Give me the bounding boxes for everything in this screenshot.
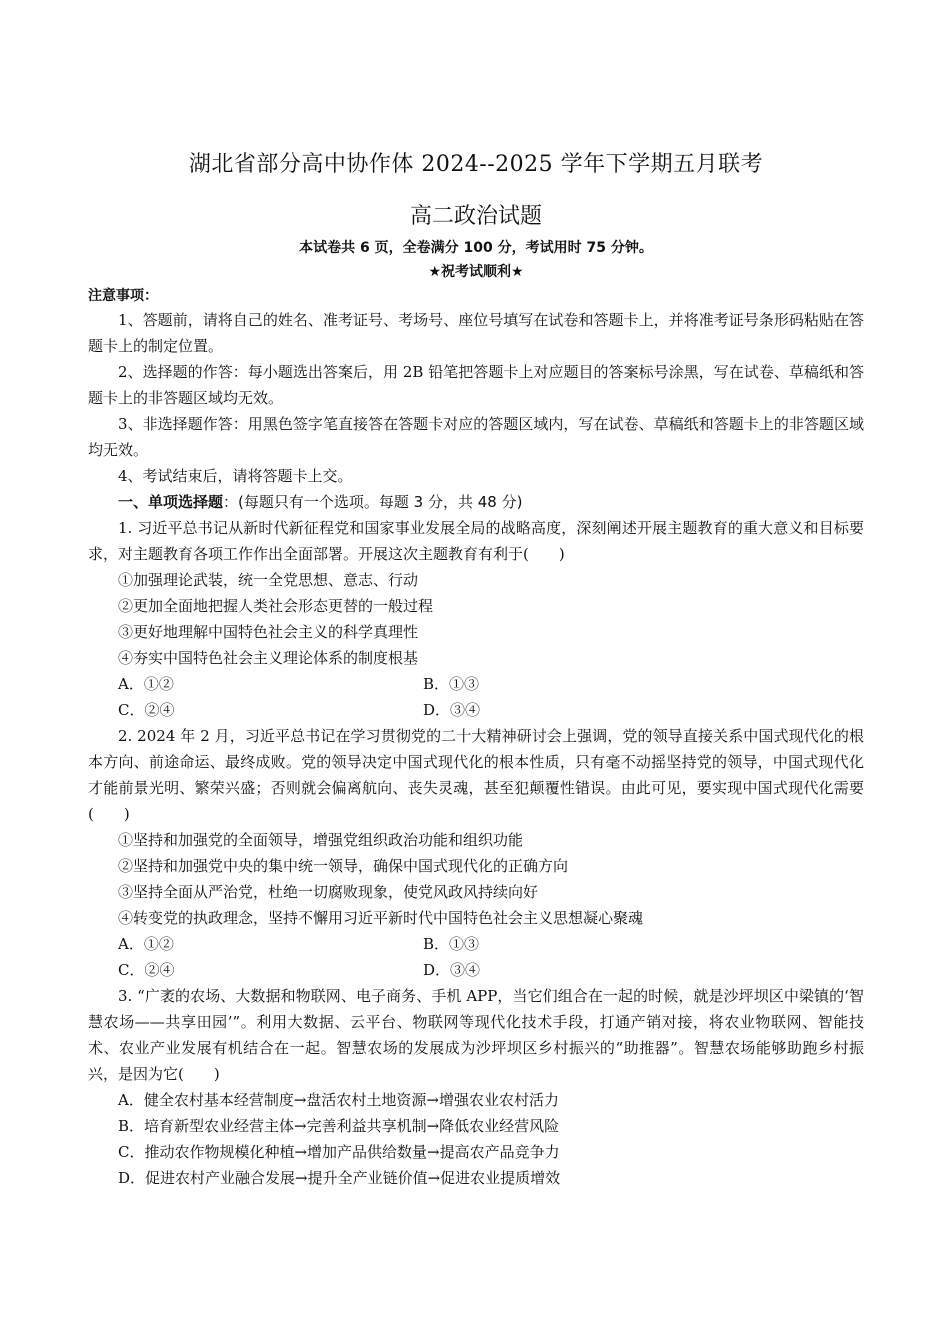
question-1-choices-row (88, 671, 864, 697)
section-heading-note: ：(每题只有一个选项。每题 3 分，共 48 分) (223, 493, 523, 511)
good-luck-line: ★祝考试顺利★ (428, 264, 524, 280)
question-1-statement: ③更好地理解中国特色社会主义的科学真理性 (118, 623, 419, 641)
question-2-statement: ②坚持和加强党中央的集中统一领导，确保中国式现代化的正确方向 (118, 857, 569, 875)
section-heading-main: 一、单项选择题 (118, 493, 224, 511)
section-heading (88, 489, 864, 515)
notice-item: 2、选择题的作答：每小题选出答案后，用 2B 铅笔把答题卡上对应题目的答案标号涂黑，写在试卷、草稿纸和答题卡上的非答题区域均无效。 (88, 363, 864, 407)
question-1-choice-a: A．①② (118, 675, 174, 693)
question-3-option-a: A．健全农村基本经营制度→盘活农村土地资源→增强农业农村活力 (118, 1091, 559, 1109)
exam-subtitle: 高二政治试题 (409, 204, 542, 229)
question-1-statement: ④夯实中国特色社会主义理论体系的制度根基 (118, 649, 419, 667)
question-2-statement: ①坚持和加强党的全面领导，增强党组织政治功能和组织功能 (118, 831, 524, 849)
notice-item: 4、考试结束后，请将答题卡上交。 (118, 467, 353, 485)
question-1-choices-row (88, 697, 864, 723)
notice-item: 3、非选择题作答：用黑色签字笔直接答在答题卡对应的答题区域内，写在试卷、草稿纸和答题卡上的非答题区域均无效。 (88, 415, 864, 459)
question-2-statement: ④转变党的执政理念，坚持不懈用习近平新时代中国特色社会主义思想凝心聚魂 (118, 909, 644, 927)
question-1-choice-c: C．②④ (118, 701, 175, 719)
question-2-choice-a: A．①② (118, 935, 174, 953)
question-3-stem: 3. “广袤的农场、大数据和物联网、电子商务、手机 APP，当它们组合在一起的时候，就是沙坪坝区中梁镇的‘智慧农场——共享田园’”。利用大数据、云平台、物联网等现代化技术手段，打通产销对接，将农业物联网、智能技术、农业产业发展有机结合在一起。智慧农场的发展成为沙坪坝区乡村振兴的“助推器”。智慧农场能够助跑乡村振兴，是因为它( ) (88, 987, 864, 1083)
question-1-stem: 1. 习近平总书记从新时代新征程党和国家事业发展全局的战略高度，深刻阐述开展主题教育的重大意义和目标要求，对主题教育各项工作作出全面部署。开展这次主题教育有利于( ) (88, 519, 864, 563)
question-3-option-b: B．培育新型农业经营主体→完善利益共享机制→降低农业经营风险 (118, 1117, 560, 1135)
question-3-option-c: C．推动农作物规模化种植→增加产品供给数量→提高农产品竞争力 (118, 1143, 560, 1161)
question-3-option-d: D．促进农村产业融合发展→提升全产业链价值→促进农业提质增效 (118, 1169, 561, 1187)
exam-info: 本试卷共 6 页，全卷满分 100 分，考试用时 75 分钟。 (299, 240, 653, 256)
question-2-choices-row (88, 931, 864, 957)
question-2-stem: 2. 2024 年 2 月，习近平总书记在学习贯彻党的二十大精神研讨会上强调，党的领导直接关系中国式现代化的根本方向、前途命运、最终成败。党的领导决定中国式现代化的根本性质，只有毫不动摇坚持党的领导，中国式现代化才能前景光明、繁荣兴盛；否则就会偏离航向、丧失灵魂，甚至犯颠覆性错误。由此可见，要实现中国式现代化需要( ) (88, 727, 864, 823)
exam-title: 湖北省部分高中协作体 2024--2025 学年下学期五月联考 (188, 152, 764, 177)
question-1-statement: ②更加全面地把握人类社会形态更替的一般过程 (118, 597, 434, 615)
notice-item: 1、答题前，请将自己的姓名、准考证号、考场号、座位号填写在试卷和答题卡上，并将准考证号条形码粘贴在答题卡上的制定位置。 (88, 311, 864, 355)
question-1-choice-b: B．①③ (423, 675, 480, 693)
question-2-choice-b: B．①③ (423, 935, 480, 953)
question-2-choice-d: D．③④ (423, 961, 481, 979)
question-1-statement: ①加强理论武装，统一全党思想、意志、行动 (118, 571, 419, 589)
question-1-choice-d: D．③④ (423, 701, 481, 719)
notice-heading: 注意事项： (88, 288, 158, 304)
question-2-choices-row (88, 957, 864, 983)
question-2-choice-c: C．②④ (118, 961, 175, 979)
question-2-statement: ③坚持全面从严治党，杜绝一切腐败现象，使党风政风持续向好 (118, 883, 539, 901)
